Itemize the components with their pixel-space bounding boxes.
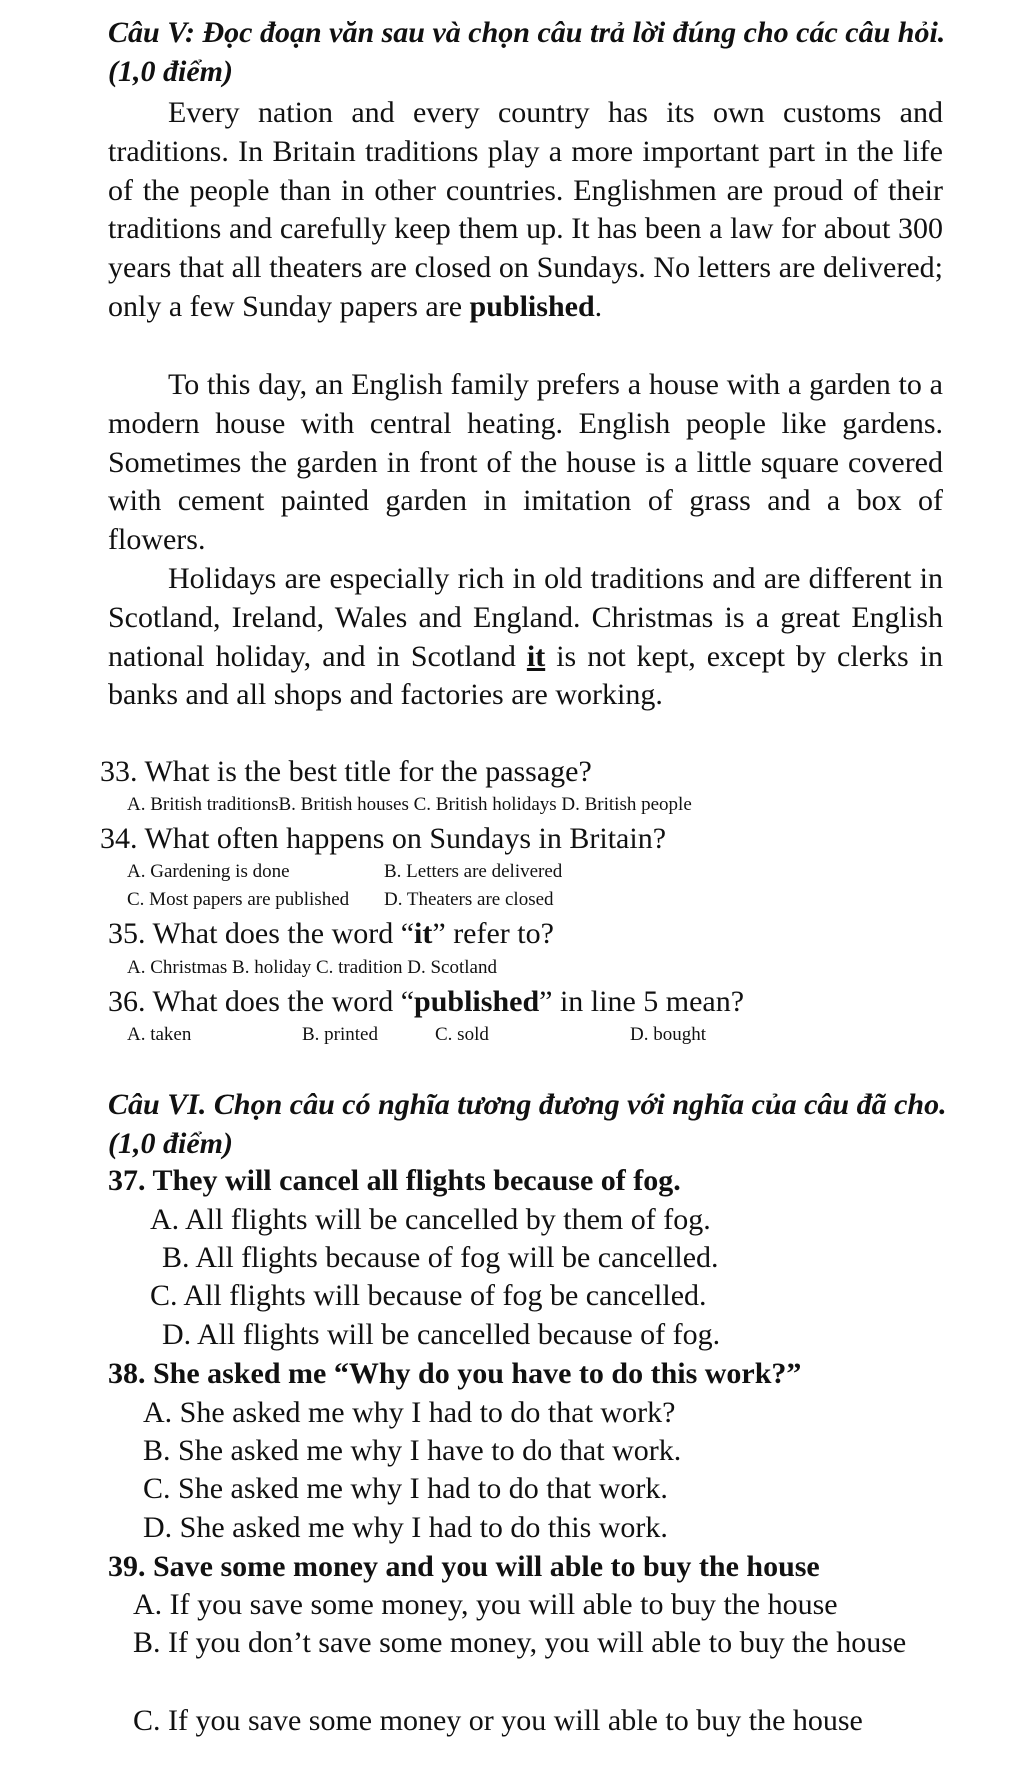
q39-option-c: C. If you save some money or you will able to buy the house [133,1704,863,1737]
q36-option-c: C. sold [435,1024,489,1045]
q35-text-start: 35. What does the word “ [108,917,415,950]
q33-option-d: D. British people [561,794,692,815]
q33-option-c: C. British holidays [413,794,557,815]
passage-p1-text: Every nation and every country has its own customs and traditions. In Britain traditions play a more important part in the life of the people than in other countries. Englishmen are proud of their traditions and carefully keep them up. It has been a law for about 300 years that all theaters are closed on Sundays. No letters are delivered; only a few Sunday papers are [108,96,943,323]
q37-option-d: D. All flights will be cancelled because of fog. [162,1318,721,1351]
section-5-heading: Câu V: Đọc đoạn văn sau và chọn câu trả lời đúng cho các câu hỏi. (1,0 điểm) [108,16,946,88]
q36-option-a: A. taken [127,1024,192,1045]
q37-option-c: C. All flights will because of fog be cancelled. [150,1279,707,1312]
q38-option-b: B. She asked me why I have to do that work. [143,1434,682,1467]
passage-p1-end: . [594,289,603,323]
question-33-options [127,792,692,818]
q36-text-start: 36. What does the word “ [108,985,415,1018]
passage-paragraph-3 [108,560,943,715]
q35-option-d: D. Scotland [407,957,497,978]
q38-option-d: D. She asked me why I had to do this work. [143,1511,668,1544]
passage-p3-underlined-word: it [526,639,546,673]
q36-text-end: ” in line 5 mean? [539,985,745,1018]
question-38: 38. She asked me “Why do you have to do this work?” [108,1357,802,1390]
q35-bold-word: it [414,917,433,950]
q37-option-b: B. All flights because of fog will be cancelled. [162,1241,719,1274]
passage-paragraph-2: To this day, an English family prefers a house with a garden to a modern house with central heating. English people like gardens. Sometimes the garden in front of the house is a little square covered with cement painted garden in imitation of grass and a box of flowers. [108,368,943,557]
q34-option-c: C. Most papers are published [127,889,350,910]
passage-p1-bold-word: published [469,289,595,323]
passage-p3-text: Holidays are especially rich in old traditions and are different in Scotland, Ireland, Wales and England. Christmas is a great English national holiday, and in Scotland [108,562,943,673]
question-37: 37. They will cancel all flights because of fog. [108,1164,681,1197]
q38-option-a: A. She asked me why I had to do that work? [143,1396,676,1429]
q33-option-a: A. British traditions [127,794,279,815]
question-33: 33. What is the best title for the passage? [100,755,592,788]
question-34: 34. What often happens on Sundays in Britain? [100,822,667,855]
passage-paragraph-1 [108,94,943,327]
q39-option-b: B. If you don’t save some money, you will able to buy the house [133,1626,907,1659]
q33-option-b: B. British houses [278,794,409,815]
question-39: 39. Save some money and you will able to buy the house [108,1550,820,1583]
q39-option-a: A. If you save some money, you will able to buy the house [133,1588,838,1621]
q36-option-b: B. printed [302,1024,378,1045]
q36-bold-word: published [414,985,540,1018]
question-35-options [127,955,497,981]
question-35 [108,915,554,953]
q34-option-b: B. Letters are delivered [384,861,563,882]
q35-text-end: ” refer to? [432,917,554,950]
question-36 [108,983,744,1021]
section-6-heading: Câu VI. Chọn câu có nghĩa tương đương với nghĩa của câu đã cho. (1,0 điểm) [108,1088,947,1160]
q34-option-a: A. Gardening is done [127,861,290,882]
q38-option-c: C. She asked me why I had to do that work. [143,1472,668,1505]
passage-p3-end: is not kept, except by clerks in banks and all shops and factories are working. [108,639,943,712]
q34-option-d: D. Theaters are closed [384,889,554,910]
q35-option-c: C. tradition [315,957,403,978]
q35-option-a: A. Christmas [127,957,228,978]
q36-option-d: D. bought [630,1024,706,1045]
q37-option-a: A. All flights will be cancelled by them of fog. [150,1203,711,1236]
q35-option-b: B. holiday [232,957,312,978]
